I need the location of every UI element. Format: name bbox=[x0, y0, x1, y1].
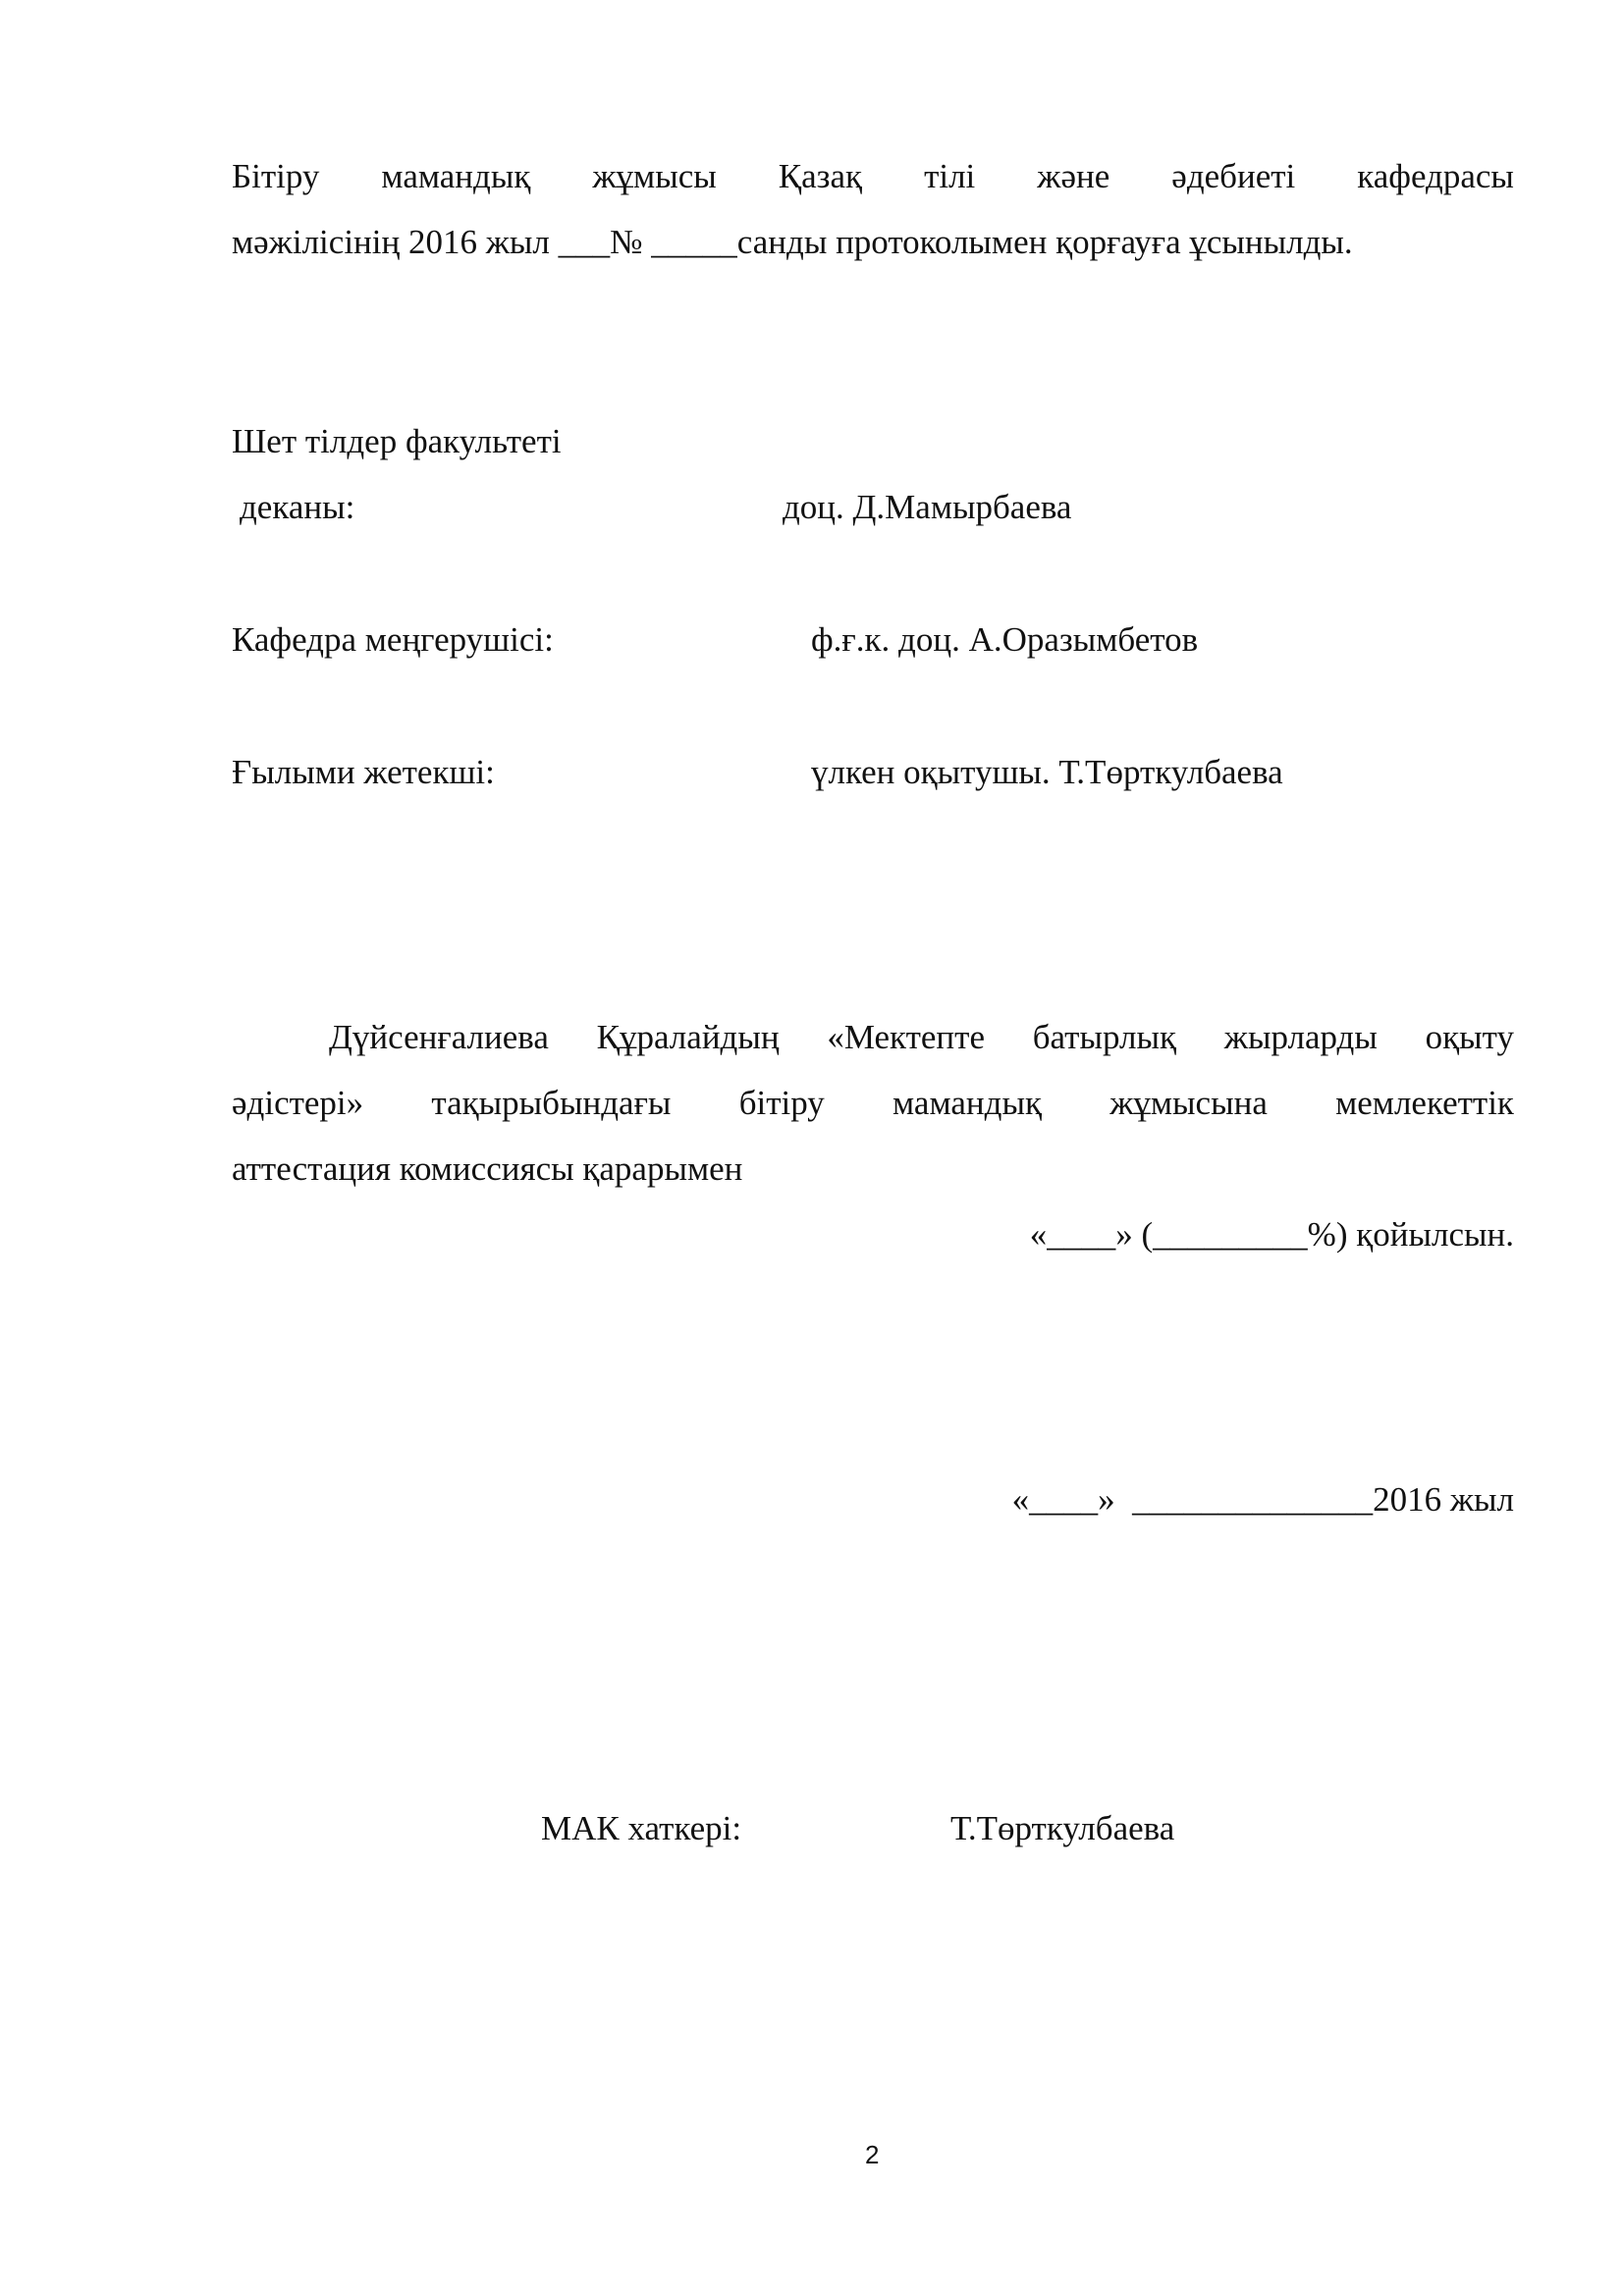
supervisor-label: Ғылыми жетекші: bbox=[232, 753, 495, 791]
grade-line: «____» (_________%) қойылсын. bbox=[1029, 1215, 1514, 1254]
word: мамандық bbox=[381, 157, 531, 195]
word: бітіру bbox=[738, 1084, 825, 1122]
date-line: «____» ______________2016 жыл bbox=[1011, 1480, 1514, 1519]
word: Дүйсенғалиева bbox=[329, 1018, 549, 1056]
word: тілі bbox=[924, 157, 976, 195]
protocol-line-2: мәжілісінің 2016 жыл ___№ _____санды протоколымен қорғауға ұсынылды. bbox=[232, 223, 1353, 261]
decision-line-2 bbox=[232, 1084, 1514, 1123]
word: әдістері» bbox=[232, 1084, 364, 1122]
word: әдебиеті bbox=[1171, 157, 1296, 195]
head-label: Кафедра меңгерушісі: bbox=[232, 620, 554, 659]
word: мемлекеттік bbox=[1335, 1084, 1514, 1122]
decision-line-3: аттестация комиссиясы қарарымен bbox=[232, 1149, 743, 1188]
secretary-label: МАК хаткері: bbox=[541, 1809, 742, 1847]
word: және bbox=[1037, 157, 1110, 195]
dean-name: доц. Д.Мамырбаева bbox=[783, 488, 1072, 526]
word: жұмысына bbox=[1109, 1084, 1268, 1122]
word: жырларды bbox=[1223, 1018, 1378, 1056]
protocol-line-1 bbox=[232, 157, 1514, 196]
word: Құралайдың bbox=[596, 1018, 780, 1056]
dean-label-line-1: Шет тілдер факультеті bbox=[232, 422, 562, 460]
word: Бітіру bbox=[232, 157, 320, 195]
supervisor-name: үлкен оқытушы. Т.Төрткулбаева bbox=[811, 753, 1283, 791]
word: кафедрасы bbox=[1357, 157, 1514, 195]
page-number: 2 bbox=[865, 2140, 880, 2169]
word: оқыту bbox=[1425, 1018, 1514, 1056]
word: Қазақ bbox=[778, 157, 863, 195]
head-name: ф.ғ.к. доц. А.Оразымбетов bbox=[811, 620, 1199, 659]
dean-label-line-2: деканы: bbox=[240, 488, 355, 526]
word: батырлық bbox=[1032, 1018, 1177, 1056]
word: «Мектепте bbox=[827, 1018, 985, 1056]
decision-line-1 bbox=[329, 1018, 1514, 1057]
word: тақырыбындағы bbox=[431, 1084, 672, 1122]
secretary-name: Т.Төрткулбаева bbox=[950, 1809, 1175, 1847]
word: жұмысы bbox=[592, 157, 717, 195]
word: мамандық bbox=[893, 1084, 1042, 1122]
